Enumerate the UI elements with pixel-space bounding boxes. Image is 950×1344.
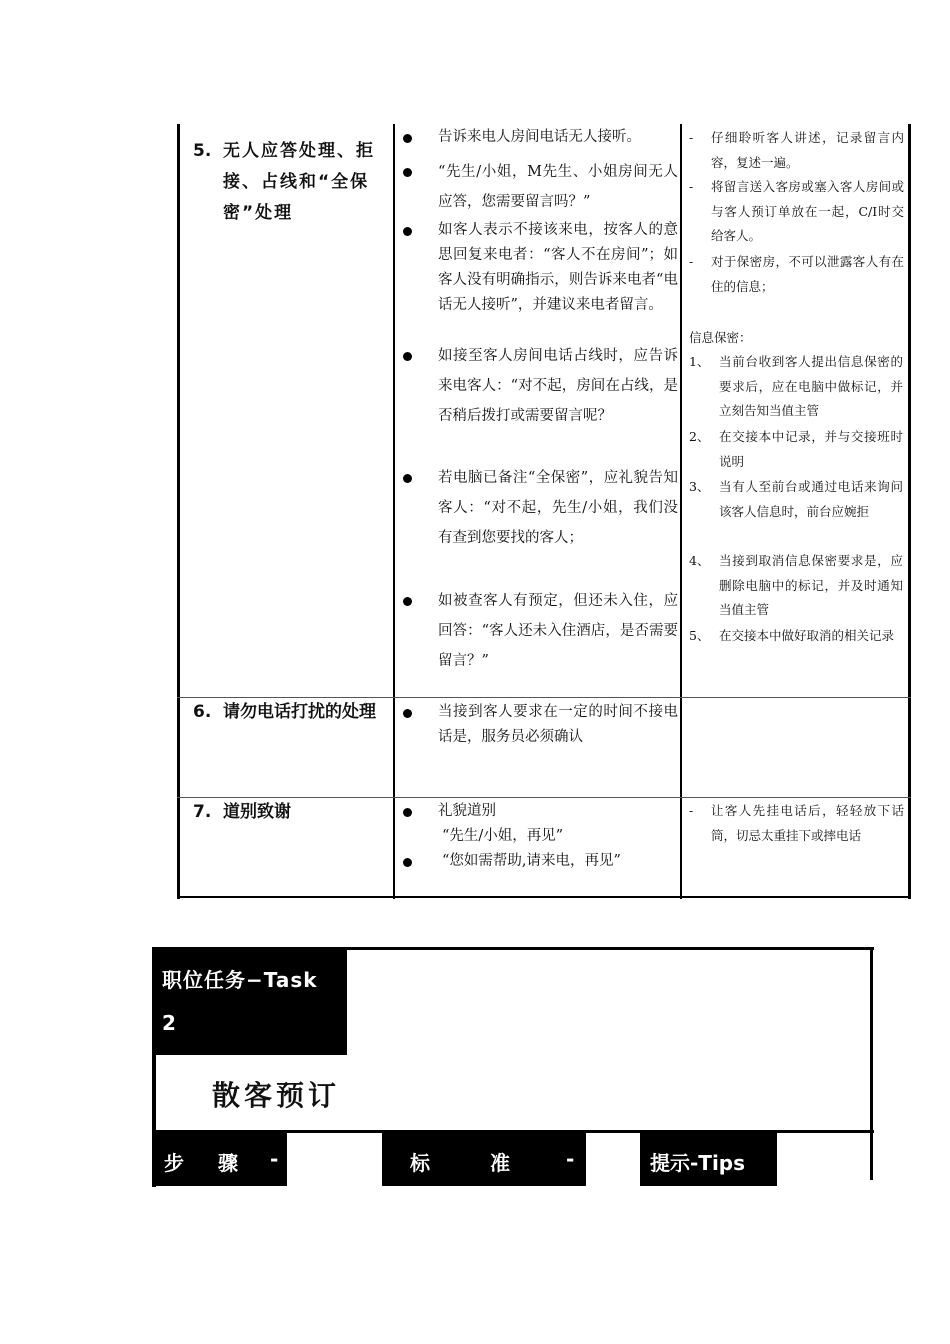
bullet-dot-icon xyxy=(403,168,412,177)
dash-marker-icon: - xyxy=(689,179,694,194)
bullet-dot-icon xyxy=(403,474,412,483)
bullet-dot-icon xyxy=(403,352,412,361)
task-label: 职位任务−Task 2 xyxy=(152,947,347,1055)
header-tips: 提示-Tips xyxy=(640,1130,777,1186)
dash-marker-icon: - xyxy=(689,803,694,818)
dash-marker-icon: - xyxy=(689,130,694,145)
bullet-dot-icon xyxy=(403,134,412,143)
header-step: 步 骤 - xyxy=(152,1130,287,1186)
bullet-dot-icon xyxy=(403,709,412,718)
bullet-dot-icon xyxy=(403,858,412,867)
dash-marker-icon: - xyxy=(689,254,694,269)
header-standard: 标 准 - xyxy=(382,1130,586,1186)
task-title: 散客预订 xyxy=(212,1079,341,1112)
bullet-dot-icon xyxy=(403,808,412,817)
bullet-dot-icon xyxy=(403,597,412,606)
confidentiality-heading: 信息保密： xyxy=(689,330,752,345)
bullet-dot-icon xyxy=(403,227,412,236)
